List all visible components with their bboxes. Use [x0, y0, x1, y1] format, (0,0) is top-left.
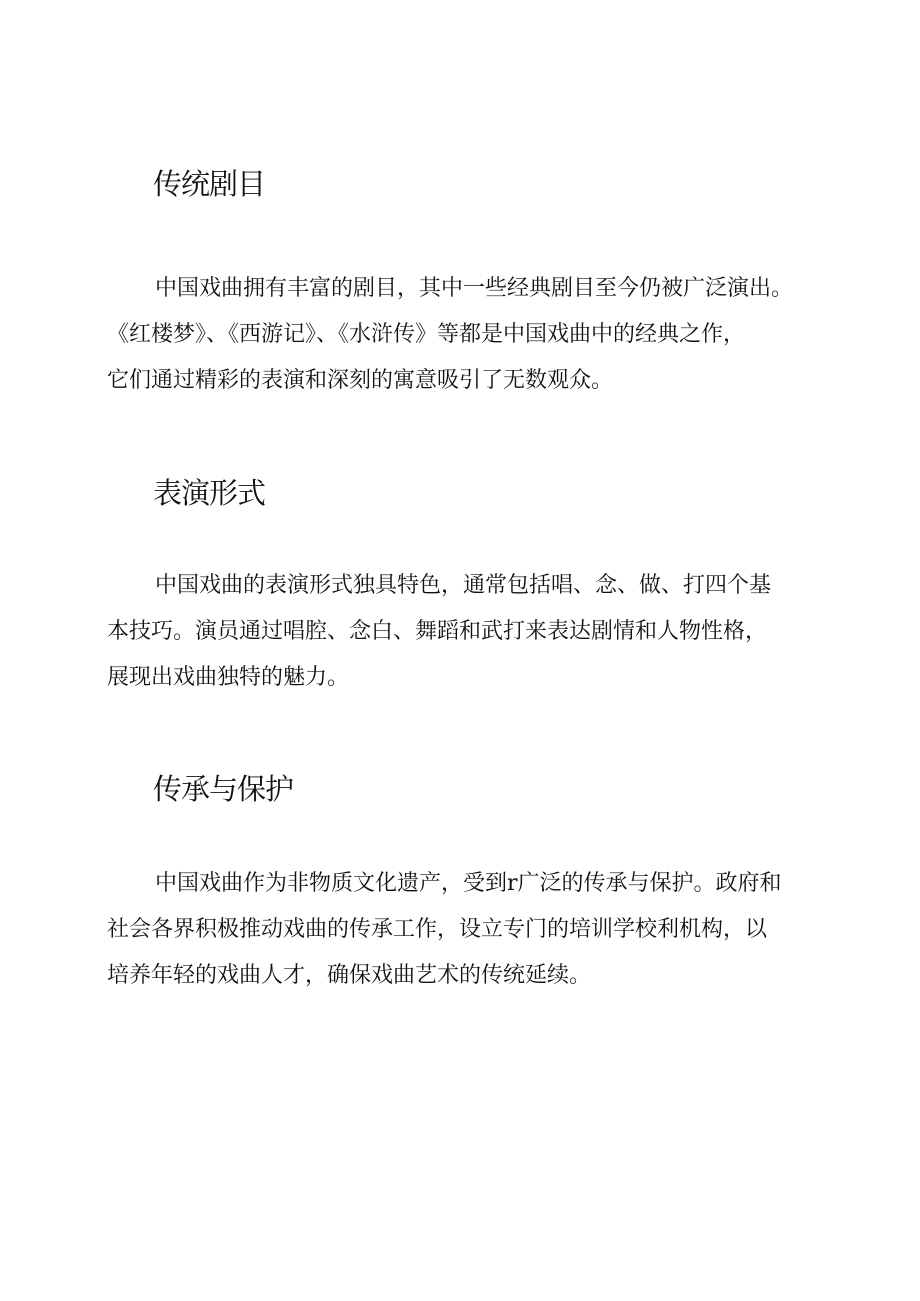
section-paragraph-traditional-repertoire [107, 266, 827, 404]
paragraph-line: 中国戏曲拥有丰富的剧目，其中一些经典剧目至今仍被广泛演出。 [155, 276, 794, 301]
section-heading-traditional-repertoire: 传统剧目 [153, 167, 266, 201]
paragraph-line: 展现出戏曲独特的魅力。 [107, 665, 350, 690]
paragraph-line: 本技巧。演员通过唱腔、念白、舞蹈和武打来表达剧情和人物性格， [107, 619, 768, 644]
paragraph-line: 中国戏曲作为非物质文化遗产，受到r广泛的传承与保护。政府和 [155, 871, 782, 896]
section-paragraph-performance-forms [107, 563, 827, 701]
paragraph-line: 《红楼梦》、《西游记》、《水浒传》等都是中国戏曲中的经典之作， [107, 322, 746, 347]
paragraph-line: 培养年轻的戏曲人才，确保戏曲艺术的传统延续。 [107, 963, 592, 988]
paragraph-line: 中国戏曲的表演形式独具特色，通常包括唱、念、做、打四个基 [155, 573, 772, 598]
section-paragraph-inheritance-protection [107, 861, 827, 999]
paragraph-line: 社会各界积极推动戏曲的传承工作，设立专门的培训学校利机构，以 [107, 917, 768, 942]
paragraph-line: 它们通过精彩的表演和深刻的寓意吸引了无数观众。 [107, 368, 614, 393]
section-heading-performance-forms: 表演形式 [153, 476, 266, 510]
section-heading-inheritance-protection: 传承与保护 [153, 772, 294, 806]
